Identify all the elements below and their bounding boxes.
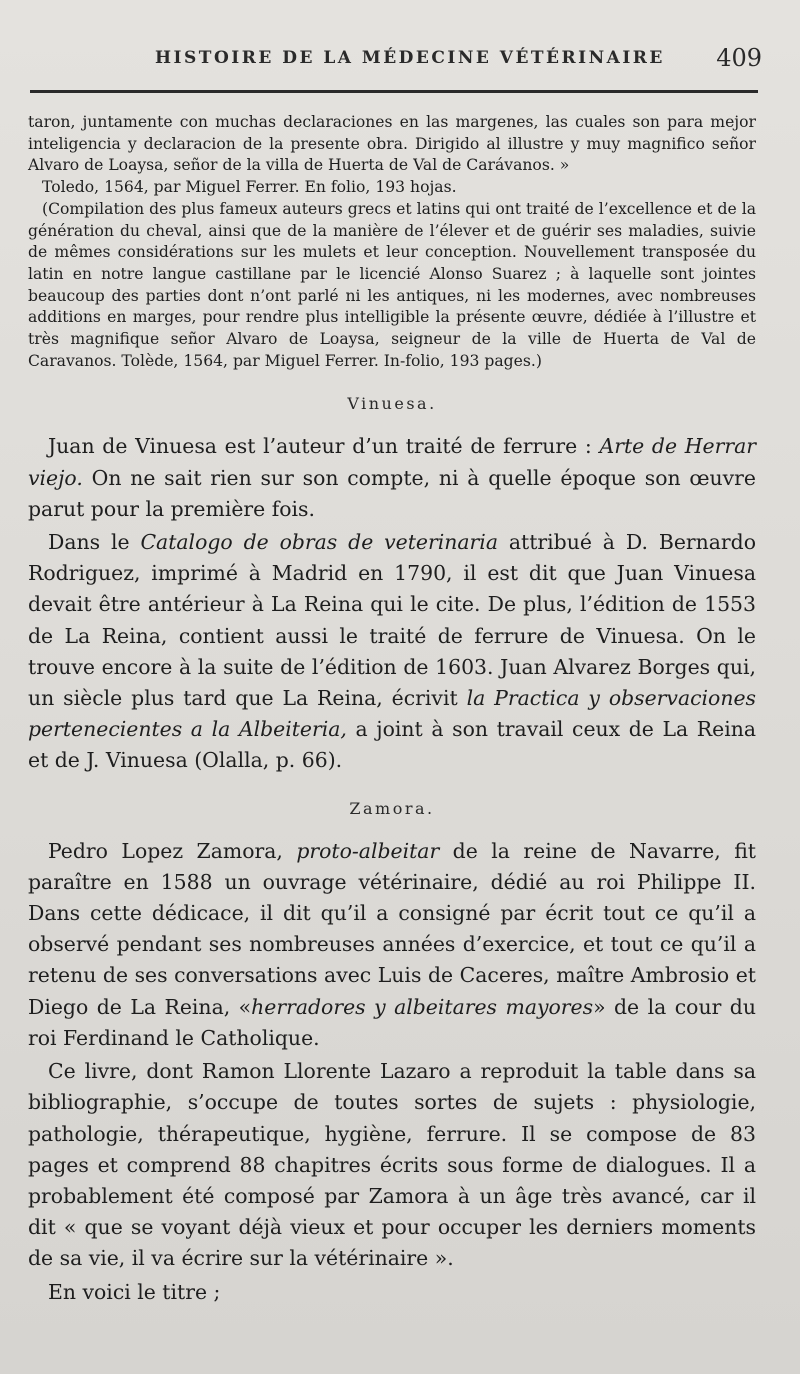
- section-heading-zamora: Zamora.: [349, 798, 435, 818]
- vinuesa-paragraph-2: [28, 527, 756, 777]
- italic-title: la Practica y observaciones pertenecientes a la Albeiteria,: [28, 686, 756, 742]
- running-title: HISTOIRE DE LA MÉDECINE VÉTÉRINAIRE: [155, 48, 665, 68]
- page-number: 409: [716, 44, 762, 72]
- zamora-paragraph-2: Ce livre, dont Ramon Llorente Lazaro a reproduit la table dans sa bibliographie, s’occupe de toutes sortes de sujets : physiologie, pathologie, thérapeutique, hygiène, ferrure. Il se compose de 83 pages et comprend 88 chapitres écrits sous forme de dialogues. Il a probablement été composé par Zamora à un âge très avancé, car il dit « que se voyant déjà vieux et pour occuper les derniers moments de sa vie, il va écrire sur la vétérinaire ».: [28, 1059, 756, 1271]
- section-vinuesa: [28, 431, 756, 776]
- section-zamora: [28, 836, 756, 1308]
- text-run: Juan de Vinuesa est l’auteur d’un traité de ferrure :: [48, 434, 600, 459]
- section-heading-vinuesa: Vinuesa.: [347, 394, 437, 414]
- text-run: attribué à D. Bernardo Rodriguez, imprimé à Madrid en 1790, il est dit que Juan Vinuesa devait être antérieur à La Reina qui le cite. De plus, l’édition de 1553 de La Reina, contient aussi le traité de ferrure de Vinuesa. On le trouve encore à la suite de l’édition de 1603. Juan Alvarez Borges qui, un siècle plus tard que La Reina, écrivit: [28, 530, 756, 711]
- page-body: [28, 112, 756, 1308]
- zamora-paragraph-3: En voici le titre ;: [48, 1279, 221, 1304]
- italic-title: Arte de Herrar viejo.: [28, 434, 756, 490]
- text-run: Pedro Lopez Zamora,: [48, 838, 297, 863]
- citation-block: [28, 112, 756, 372]
- italic-quote: herradores y albeitares mayores: [251, 994, 594, 1019]
- text-run: de la reine de Navarre, fit paraître en 1588 un ouvrage vétérinaire, dédié au roi Philippe II. Dans cette dédicace, il dit qu’il a consigné par écrit tout ce qu’il a observé pendant ses nombreuses années d’exercice, et tout ce qu’il a retenu de ses conversations avec Luis de Caceres, maître Ambrosio et Diego de La Reina, «: [28, 838, 756, 1019]
- text-run: On ne sait rien sur son compte, ni à quelle époque son œuvre parut pour la première fois.: [28, 465, 756, 521]
- zamora-paragraph-1: [28, 836, 756, 1054]
- citation-title-end: taron, juntamente con muchas declaraciones en las margenes, las cuales son para mejor inteligencia y declaracion de la presente obra. Dirigido al illustre y muy magnifico señor Alvaro de Loaysa, señor de la villa de Huerta de Val de Carávanos. »: [28, 113, 756, 175]
- text-run: Dans le: [48, 530, 141, 555]
- text-run: » de la cour du roi Ferdinand le Catholique.: [28, 994, 756, 1050]
- text-run: a joint à son travail ceux de La Reina et de J. Vinuesa (Olalla, p. 66).: [28, 717, 757, 773]
- header-rule: [30, 90, 758, 93]
- citation-translation: (Compilation des plus fameux auteurs grecs et latins qui ont traité de l’excellence et de la génération du cheval, ainsi que de la manière de l’élever et de guérir ses maladies, suivie de mêmes considérations sur les mulets et leur conception. Nouvellement transposée du latin en notre langue castillane par le licencié Alonso Suarez ; à laquelle sont jointes beaucoup des parties dont n’ont parlé ni les antiques, ni les modernes, avec nombreuses additions en marges, pour rendre plus intelligible la présente œuvre, dédiée à l’illustre et très magnifique señor Alvaro de Loaysa, seigneur de la ville de Huerta de Val de Caravanos. Tolède, 1564, par Miguel Ferrer. In-folio, 193 pages.): [28, 199, 756, 370]
- italic-term: proto-albeitar: [296, 838, 440, 863]
- vinuesa-paragraph-1: [28, 431, 756, 525]
- italic-title: Catalogo de obras de veterinaria: [140, 530, 498, 555]
- running-head: [20, 44, 762, 84]
- citation-imprint: Toledo, 1564, par Miguel Ferrer. En folio, 193 hojas.: [42, 178, 457, 197]
